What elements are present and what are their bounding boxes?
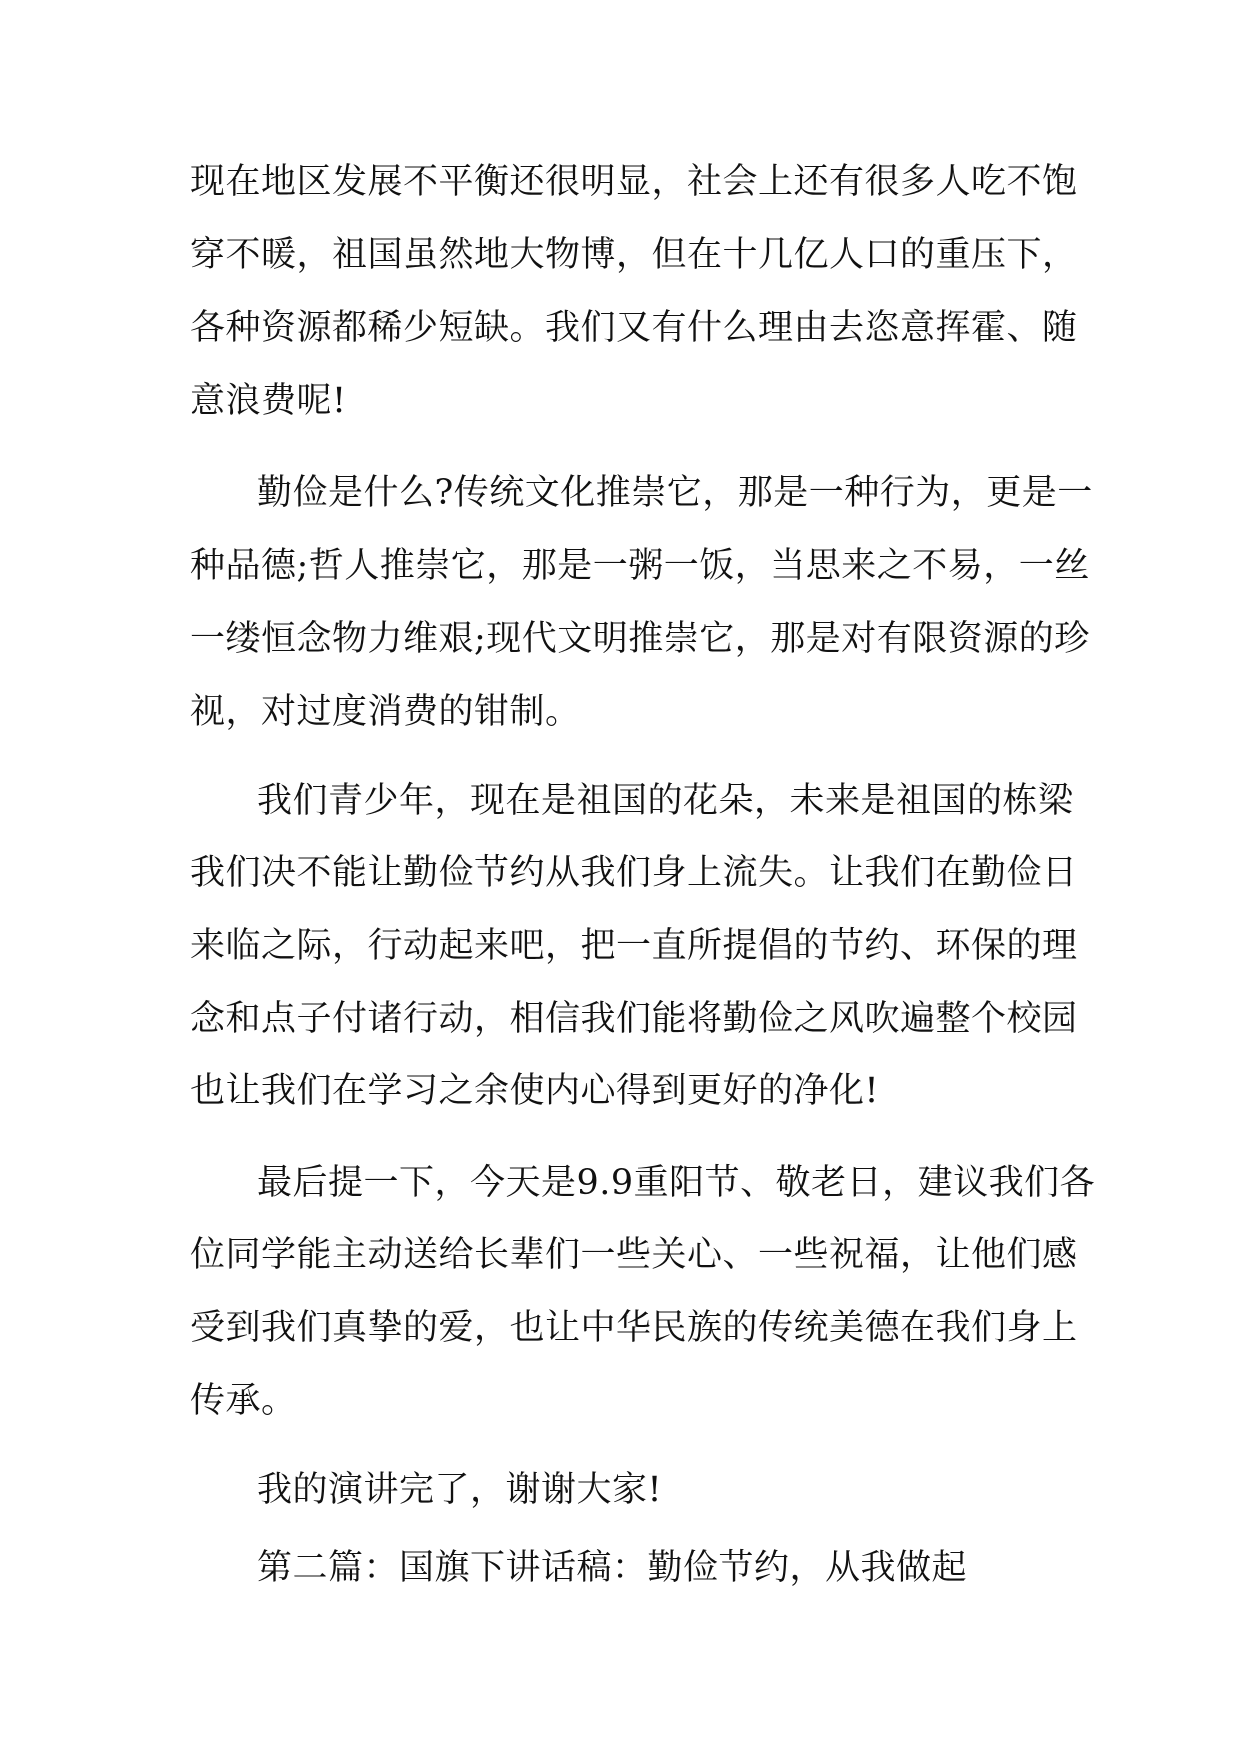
- text-line-4: 意浪费呢!: [190, 381, 347, 421]
- text-line-3: 各种资源都稀少短缺。我们又有什么理由去恣意挥霍、随: [190, 308, 1078, 348]
- text-line-9: 我们青少年，现在是祖国的花朵，未来是祖国的栋梁: [257, 781, 1074, 821]
- text-line-18: 我的演讲完了，谢谢大家!: [257, 1470, 663, 1510]
- text-line-1: 现在地区发展不平衡还很明显，社会上还有很多人吃不饱: [190, 162, 1078, 202]
- text-line-15: 位同学能主动送给长辈们一些关心、一些祝福，让他们感: [190, 1235, 1078, 1275]
- text-line-8: 视，对过度消费的钳制。: [190, 692, 581, 732]
- text-line-6: 种品德;哲人推崇它，那是一粥一饭，当思来之不易，一丝: [190, 546, 1090, 586]
- text-line-12: 念和点子付诸行动，相信我们能将勤俭之风吹遍整个校园: [190, 999, 1078, 1039]
- section-heading: 第二篇：国旗下讲话稿：勤俭节约，从我做起: [257, 1548, 968, 1588]
- text-line-2: 穿不暖，祖国虽然地大物博，但在十几亿人口的重压下，: [190, 235, 1078, 275]
- text-line-5: 勤俭是什么?传统文化推崇它，那是一种行为，更是一: [257, 473, 1093, 513]
- text-line-7: 一缕恒念物力维艰;现代文明推崇它，那是对有限资源的珍: [190, 619, 1090, 659]
- text-line-13: 也让我们在学习之余使内心得到更好的净化!: [190, 1071, 880, 1111]
- text-line-14: 最后提一下，今天是9.9重阳节、敬老日，建议我们各: [257, 1163, 1096, 1203]
- text-line-17: 传承。: [190, 1381, 297, 1421]
- text-line-10: 我们决不能让勤俭节约从我们身上流失。让我们在勤俭日: [190, 853, 1078, 893]
- text-line-16: 受到我们真挚的爱，也让中华民族的传统美德在我们身上: [190, 1308, 1078, 1348]
- text-line-11: 来临之际，行动起来吧，把一直所提倡的节约、环保的理: [190, 926, 1078, 966]
